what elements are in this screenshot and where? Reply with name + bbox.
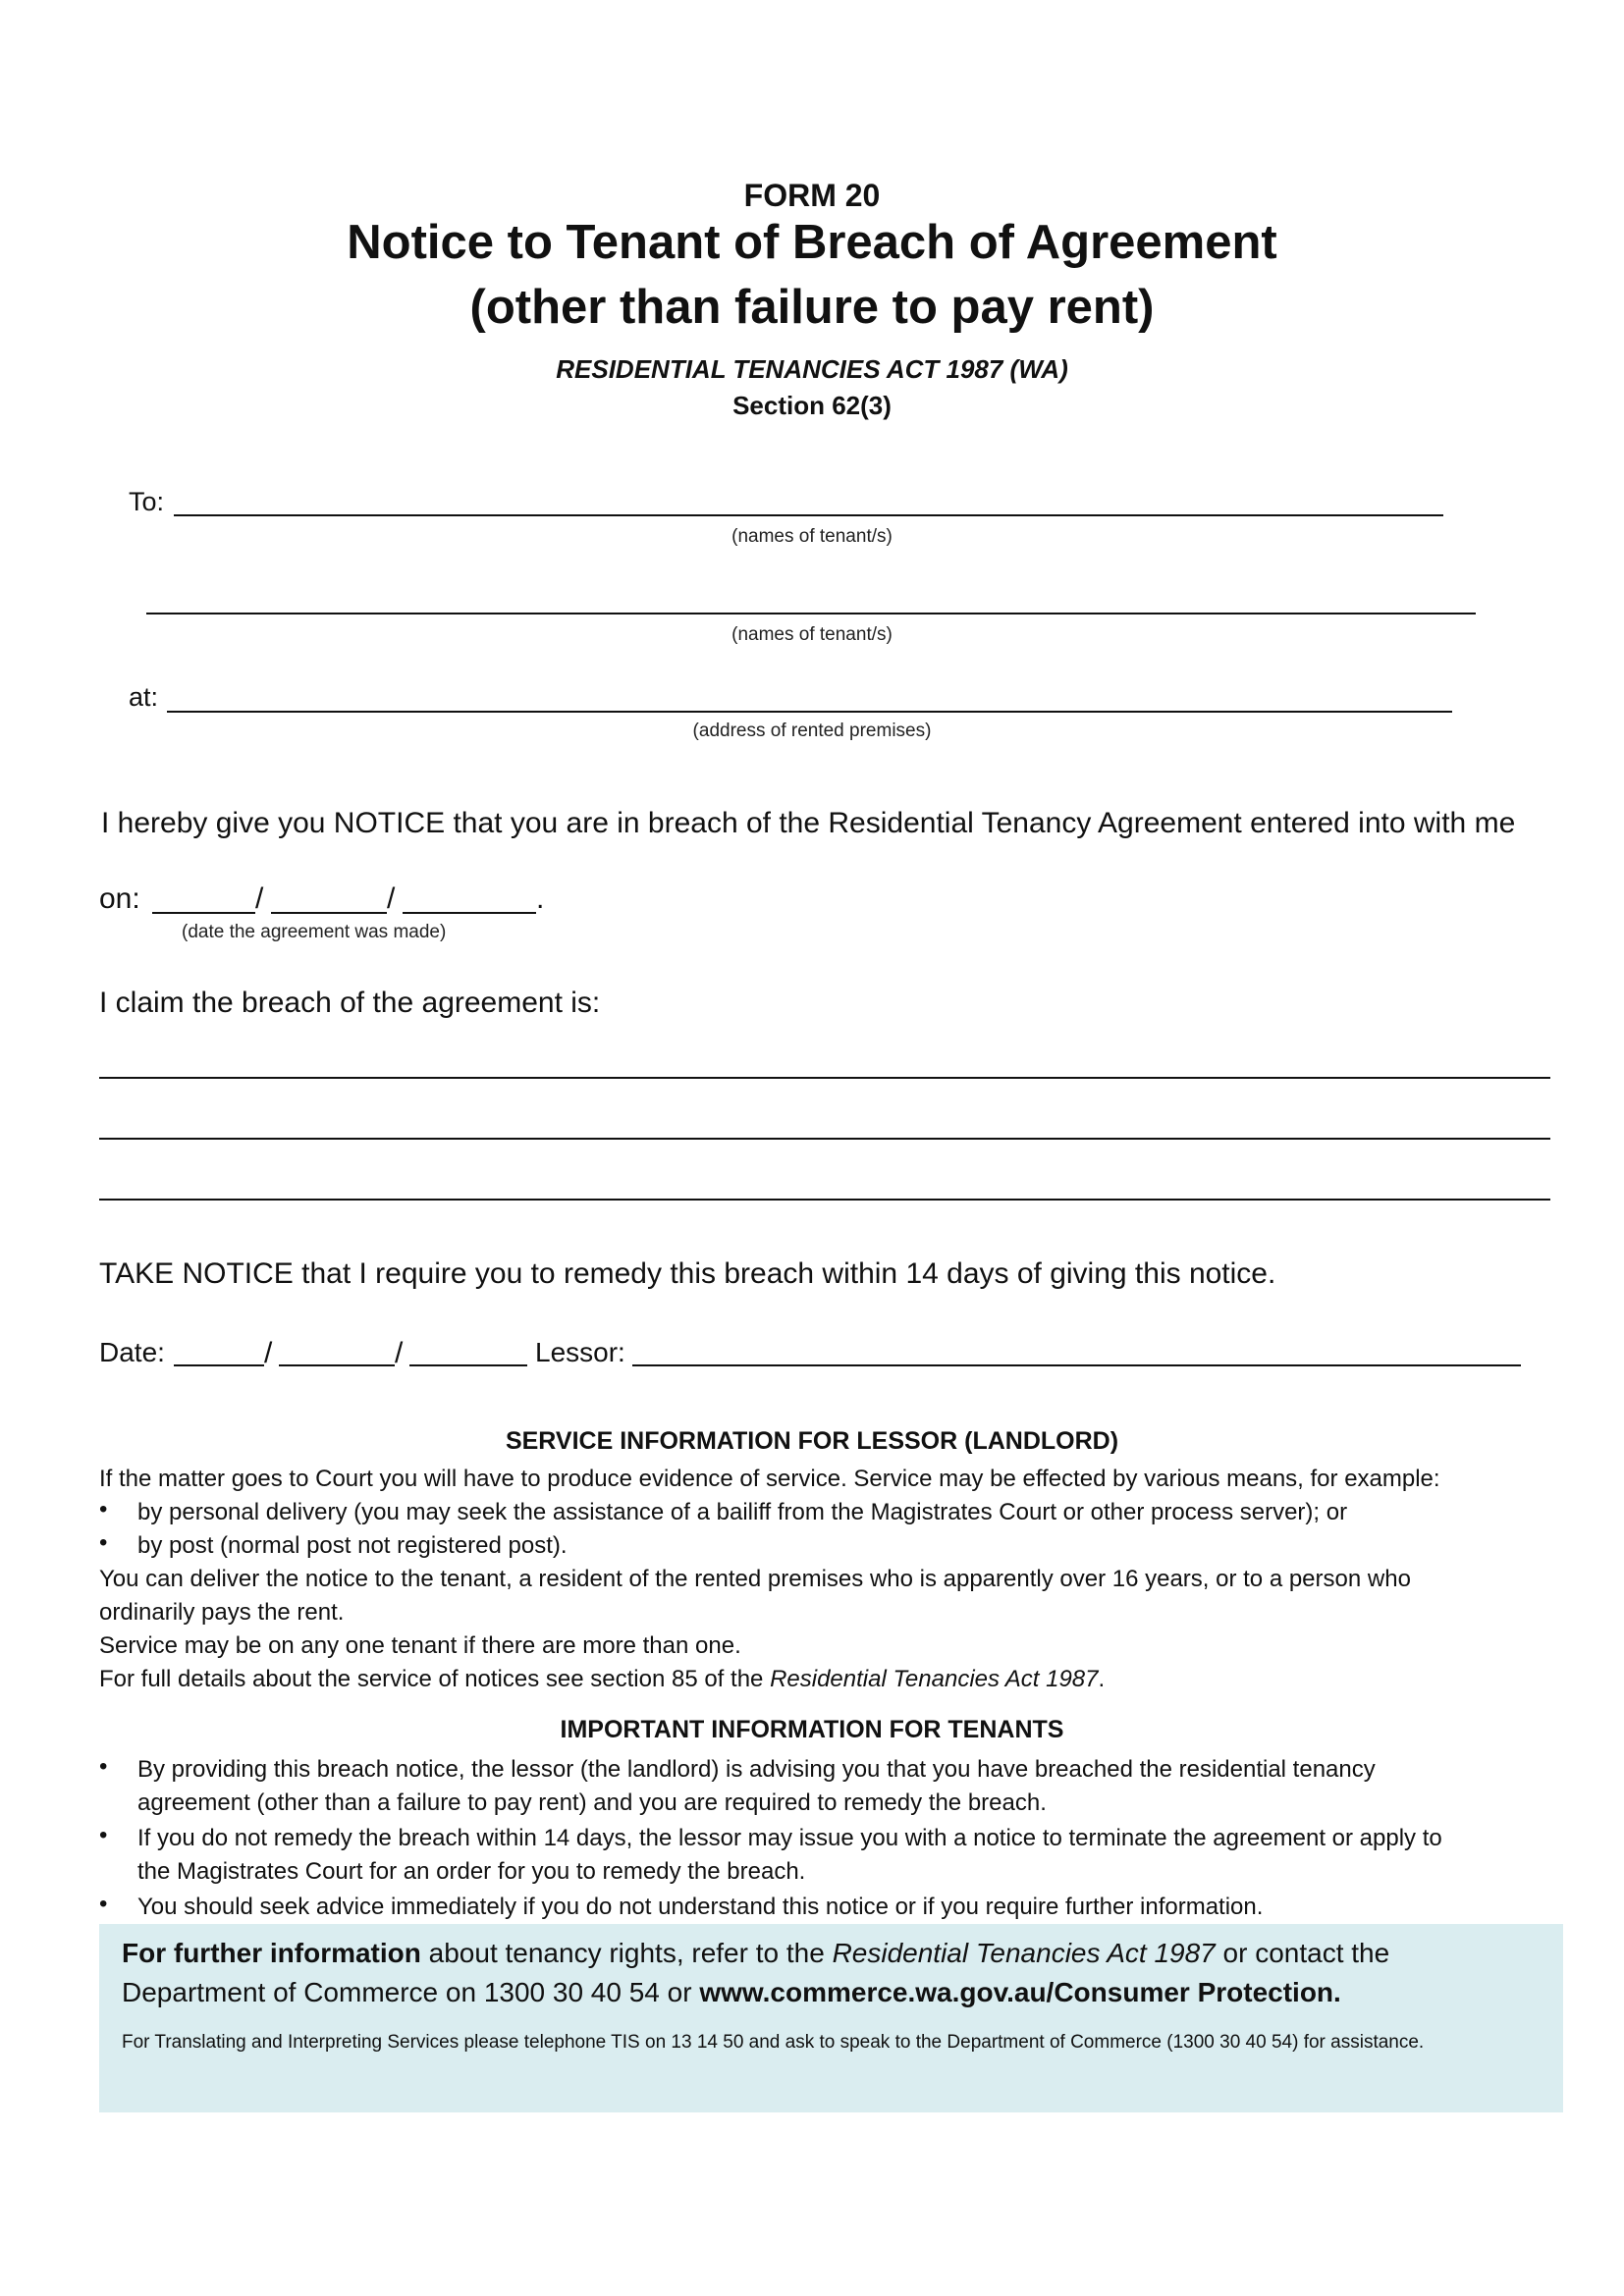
claim-label: I claim the breach of the agreement is: xyxy=(99,987,601,1019)
tenant-names-field-2[interactable] xyxy=(146,613,1476,614)
tenant-names-caption-1: (names of tenant/s) xyxy=(731,526,893,547)
service-info-heading: SERVICE INFORMATION FOR LESSOR (LANDLORD) xyxy=(505,1427,1119,1455)
agreement-month-field[interactable] xyxy=(271,912,387,914)
bullet-marker: • xyxy=(99,1891,108,1917)
service-bullet-1: by personal delivery (you may seek the assistance of a bailiff from the Magistrates Court or other process server); or xyxy=(137,1499,1348,1525)
notice-intro: I hereby give you NOTICE that you are in breach of the Residential Tenancy Agreement entered into with me xyxy=(101,807,1516,839)
date-separator: / xyxy=(264,1337,273,1369)
further-info-box xyxy=(99,1924,1563,2112)
date-separator: / xyxy=(255,882,264,915)
bullet-marker: • xyxy=(99,1529,108,1556)
service-para-1-line-2: ordinarily pays the rent. xyxy=(99,1599,345,1626)
breach-description-line-3[interactable] xyxy=(99,1199,1550,1201)
date-caption: (date the agreement was made) xyxy=(182,922,447,942)
tenant-bullet-1-line-2: agreement (other than a failure to pay rent) and you are required to remedy the breach. xyxy=(137,1789,1047,1816)
lessor-label: Lessor: xyxy=(535,1337,625,1367)
date-separator: / xyxy=(395,1337,404,1369)
agreement-day-field[interactable] xyxy=(152,912,255,914)
notice-day-field[interactable] xyxy=(174,1364,264,1366)
take-notice-text: TAKE NOTICE that I require you to remedy this breach within 14 days of giving this notice. xyxy=(99,1257,1276,1290)
service-bullet-2: by post (normal post not registered post). xyxy=(137,1532,568,1559)
service-info-intro: If the matter goes to Court you will have to produce evidence of service. Service may be effected by various means, for example: xyxy=(99,1466,1440,1492)
tenant-info-heading: IMPORTANT INFORMATION FOR TENANTS xyxy=(560,1716,1064,1743)
date-label: Date: xyxy=(99,1337,165,1367)
bullet-marker: • xyxy=(99,1496,108,1522)
to-label: To: xyxy=(129,487,165,516)
form-title-line2: (other than failure to pay rent) xyxy=(469,281,1155,334)
translating-services-text: For Translating and Interpreting Services please telephone TIS on 13 14 50 and ask to speak to the Department of Commerce (1300 30 40 54) for assistance. xyxy=(122,2032,1425,2053)
tenant-bullet-1-line-1: By providing this breach notice, the lessor (the landlord) is advising you that you have breached the residential tenancy xyxy=(137,1756,1376,1783)
notice-year-field[interactable] xyxy=(409,1364,527,1366)
section-number: Section 62(3) xyxy=(732,391,892,420)
address-caption: (address of rented premises) xyxy=(692,721,932,741)
breach-description-line-1[interactable] xyxy=(99,1077,1550,1079)
further-info-line-2: Department of Commerce on 1300 30 40 54 or www.commerce.wa.gov.au/Consumer Protection. xyxy=(122,1977,1341,2007)
tenant-names-caption-2: (names of tenant/s) xyxy=(731,624,893,645)
act-name: RESIDENTIAL TENANCIES ACT 1987 (WA) xyxy=(556,354,1068,384)
lessor-signature-field[interactable] xyxy=(632,1364,1521,1366)
premises-address-field[interactable] xyxy=(167,711,1452,713)
date-separator: / xyxy=(387,882,396,915)
commerce-website-link[interactable]: www.commerce.wa.gov.au/Consumer Protection. xyxy=(699,1977,1341,2007)
at-label: at: xyxy=(129,682,159,712)
date-period: . xyxy=(536,882,545,915)
on-label: on: xyxy=(99,882,140,915)
bullet-marker: • xyxy=(99,1822,108,1848)
tenant-bullet-3: You should seek advice immediately if you do not understand this notice or if you require further information. xyxy=(137,1894,1264,1920)
bullet-marker: • xyxy=(99,1753,108,1780)
tenant-names-field-1[interactable] xyxy=(174,514,1443,516)
breach-description-line-2[interactable] xyxy=(99,1138,1550,1140)
service-para-2: Service may be on any one tenant if there are more than one. xyxy=(99,1632,741,1659)
tenant-bullet-2-line-1: If you do not remedy the breach within 14 days, the lessor may issue you with a notice to terminate the agreement or apply to xyxy=(137,1825,1442,1851)
service-para-1-line-1: You can deliver the notice to the tenant, a resident of the rented premises who is apparently over 16 years, or to a person who xyxy=(99,1566,1411,1592)
form-number: FORM 20 xyxy=(743,178,881,213)
tenant-bullet-2-line-2: the Magistrates Court for an order for you to remedy the breach. xyxy=(137,1858,806,1885)
form-title-line1: Notice to Tenant of Breach of Agreement xyxy=(347,216,1277,269)
notice-month-field[interactable] xyxy=(279,1364,395,1366)
further-info-line-1: For further information about tenancy rights, refer to the Residential Tenancies Act 1987 or contact the xyxy=(122,1938,1390,1968)
agreement-year-field[interactable] xyxy=(403,912,536,914)
service-para-3: For full details about the service of notices see section 85 of the Residential Tenancies Act 1987. xyxy=(99,1666,1106,1692)
